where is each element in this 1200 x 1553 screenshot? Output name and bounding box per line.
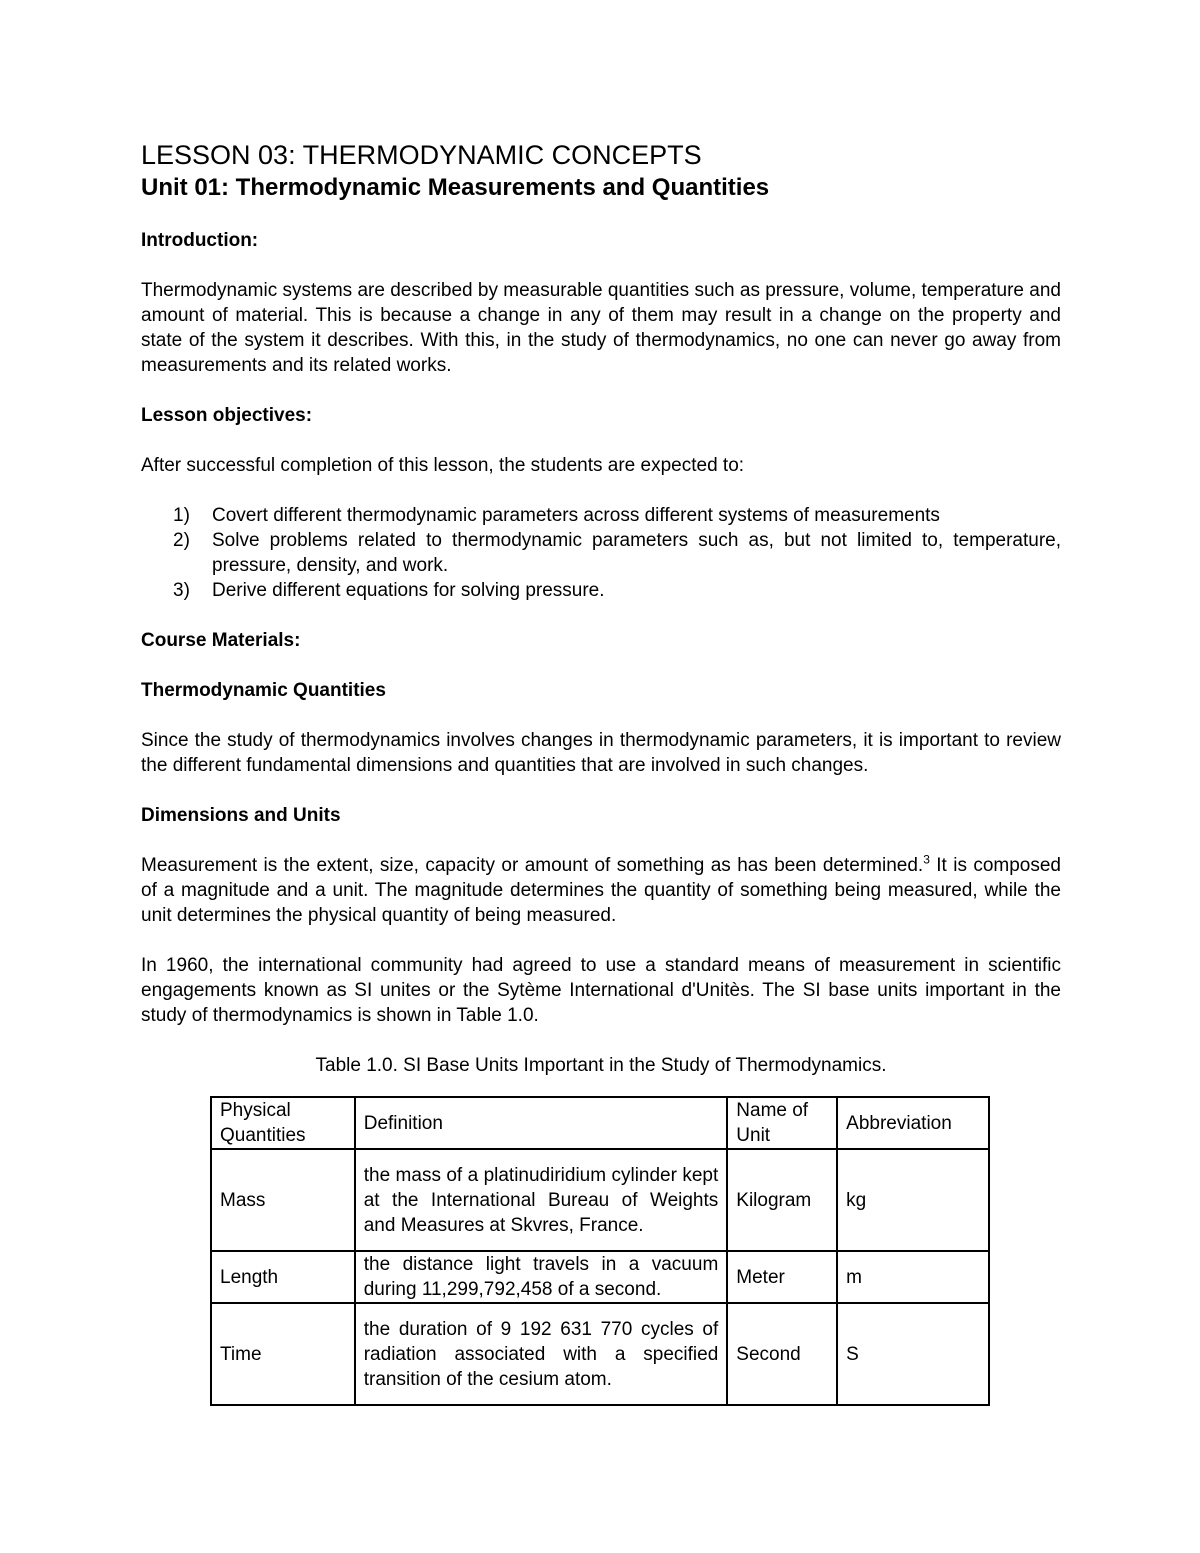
table-cell: Time xyxy=(211,1303,355,1405)
objectives-intro: After successful completion of this lesson, the students are expected to: xyxy=(141,455,745,476)
table-cell: the distance light travels in a vacuum during 11,299,792,458 of a second. xyxy=(355,1251,728,1303)
measurement-paragraph xyxy=(141,853,1061,928)
introduction-text: Thermodynamic systems are described by measurable quantities such as pressure, volume, temperature and amount of material. This is because a change in any of them may result in a change on the property and state of the system it describes. With this, in the study of thermodynamics, no one can never go away from measurements and its related works. xyxy=(141,280,1061,376)
quantities-text: Since the study of thermodynamics involves changes in thermodynamic parameters, it is important to review the different fundamental dimensions and quantities that are involved in such changes. xyxy=(141,730,1061,776)
list-number: 1) xyxy=(173,505,190,526)
list-number: 3) xyxy=(173,580,190,601)
header-cell: Physical Quantities xyxy=(211,1097,355,1149)
objectives-list xyxy=(141,503,1061,603)
table-cell: Meter xyxy=(727,1251,837,1303)
table-header-row xyxy=(211,1097,989,1149)
list-text: Covert different thermodynamic parameters across different systems of measurements xyxy=(212,505,940,526)
objectives-heading: Lesson objectives: xyxy=(141,405,313,426)
introduction-heading: Introduction: xyxy=(141,230,259,251)
dimensions-heading: Dimensions and Units xyxy=(141,805,341,826)
si-paragraph: In 1960, the international community had agreed to use a standard means of measurement in scientific engagements known as SI unites or the Sytème International d'Unitès. The SI base units important in the study of thermodynamics is shown in Table 1.0. xyxy=(141,955,1061,1026)
header-cell: Name of Unit xyxy=(727,1097,837,1149)
measurement-text-2: It is composed of a magnitude and a unit. The magnitude determines the quantity of something being measured, while the unit determines the physical quantity of being measured. xyxy=(141,855,1061,926)
lesson-title: LESSON 03: THERMODYNAMIC CONCEPTS xyxy=(141,140,702,170)
list-item xyxy=(141,578,1061,603)
measurement-text-1: Measurement is the extent, size, capacity or amount of something as has been determined. xyxy=(141,855,924,876)
table-cell: m xyxy=(837,1251,989,1303)
list-number: 2) xyxy=(173,530,190,551)
course-materials-heading: Course Materials: xyxy=(141,630,301,651)
table-cell: S xyxy=(837,1303,989,1405)
header-cell: Definition xyxy=(355,1097,728,1149)
si-units-table xyxy=(210,1096,990,1406)
table-cell: Second xyxy=(727,1303,837,1405)
table-cell: Kilogram xyxy=(727,1149,837,1251)
list-item xyxy=(141,528,1061,578)
table-caption: Table 1.0. SI Base Units Important in the Study of Thermodynamics. xyxy=(315,1055,887,1076)
unit-title: Unit 01: Thermodynamic Measurements and Quantities xyxy=(141,174,770,201)
quantities-heading: Thermodynamic Quantities xyxy=(141,680,386,701)
table-cell: Length xyxy=(211,1251,355,1303)
table-cell: the duration of 9 192 631 770 cycles of radiation associated with a specified transition of the cesium atom. xyxy=(355,1303,728,1405)
footnote-ref: 3 xyxy=(923,852,930,867)
list-text: Solve problems related to thermodynamic parameters such as, but not limited to, temperature, pressure, density, and work. xyxy=(212,530,1061,576)
table-cell: Mass xyxy=(211,1149,355,1251)
header-cell: Abbreviation xyxy=(837,1097,989,1149)
table-row xyxy=(211,1251,989,1303)
table-cell: kg xyxy=(837,1149,989,1251)
table-row xyxy=(211,1149,989,1251)
document-page xyxy=(141,138,1061,1078)
list-item xyxy=(141,503,1061,528)
table-cell: the mass of a platinudiridium cylinder kept at the International Bureau of Weights and Measures at Skvres, France. xyxy=(355,1149,728,1251)
table-row xyxy=(211,1303,989,1405)
list-text: Derive different equations for solving pressure. xyxy=(212,580,605,601)
